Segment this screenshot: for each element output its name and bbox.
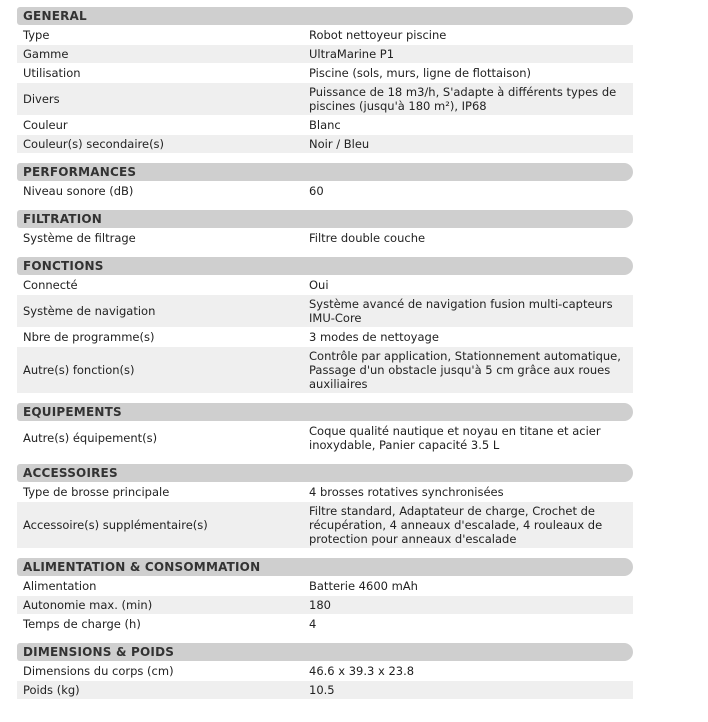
spec-label: Poids (kg) [23,683,80,697]
spec-label: Temps de charge (h) [23,617,141,631]
spec-row [17,662,633,680]
spec-label: Système de filtrage [23,231,136,245]
spec-row [17,26,633,44]
spec-label: Utilisation [23,66,81,80]
spec-row [17,577,633,595]
section-header: ACCESSOIRES [17,464,633,482]
spec-label: Type de brosse principale [23,485,170,499]
spec-row [17,229,633,247]
spec-value: Système avancé de navigation fusion multi-capteurs IMU-Core [309,297,613,325]
spec-value: Robot nettoyeur piscine [309,28,447,42]
spec-label: Couleur(s) secondaire(s) [23,137,165,151]
spec-label: Connecté [23,278,78,292]
spec-section [17,7,633,153]
section-header: FONCTIONS [17,257,633,275]
spec-row [17,83,633,115]
section-header: ALIMENTATION & CONSOMMATION [17,558,633,576]
spec-row [17,182,633,200]
spec-row [17,681,633,699]
spec-value: Contrôle par application, Stationnement automatique, Passage d'un obstacle jusqu'à 5 cm grâce aux roues auxiliaires [309,349,621,391]
spec-label: Nbre de programme(s) [23,330,155,344]
spec-section [17,464,633,548]
section-header: DIMENSIONS & POIDS [17,643,633,661]
spec-value: 4 brosses rotatives synchronisées [309,485,504,499]
spec-value: Oui [309,278,329,292]
spec-value: Filtre double couche [309,231,426,245]
spec-label: Couleur [23,118,68,132]
spec-label: Gamme [23,47,69,61]
spec-value: Batterie 4600 mAh [309,579,418,593]
spec-row [17,422,633,454]
spec-row [17,116,633,134]
spec-row [17,347,633,393]
spec-label: Accessoire(s) supplémentaire(s) [23,518,208,532]
spec-label: Système de navigation [23,304,156,318]
spec-section [17,403,633,454]
spec-row [17,328,633,346]
section-header: EQUIPEMENTS [17,403,633,421]
section-header: GENERAL [17,7,633,25]
spec-value: Blanc [309,118,341,132]
spec-value: 4 [309,617,317,631]
spec-value: 3 modes de nettoyage [309,330,439,344]
spec-row [17,615,633,633]
spec-value: Noir / Bleu [309,137,370,151]
spec-value: UltraMarine P1 [309,47,395,61]
section-header: PERFORMANCES [17,163,633,181]
spec-section [17,643,633,699]
spec-label: Dimensions du corps (cm) [23,664,174,678]
spec-label: Alimentation [23,579,97,593]
spec-row [17,483,633,501]
spec-section [17,210,633,247]
spec-section [17,558,633,633]
spec-row [17,596,633,614]
section-header: FILTRATION [17,210,633,228]
spec-section [17,163,633,200]
spec-label: Autre(s) équipement(s) [23,431,158,445]
spec-section [17,257,633,393]
spec-value: 46.6 x 39.3 x 23.8 [309,664,415,678]
spec-row [17,64,633,82]
spec-label: Niveau sonore (dB) [23,184,134,198]
spec-row [17,295,633,327]
spec-row [17,45,633,63]
spec-value: 180 [309,598,331,612]
spec-value: Puissance de 18 m3/h, S'adapte à différents types de piscines (jusqu'à 180 m²), IP68 [309,85,617,113]
spec-label: Autonomie max. (min) [23,598,153,612]
spec-row [17,276,633,294]
spec-value: 60 [309,184,324,198]
spec-label: Type [23,28,50,42]
spec-table [17,7,633,709]
spec-value: 10.5 [309,683,335,697]
spec-value: Filtre standard, Adaptateur de charge, Crochet de récupération, 4 anneaux d'escalade, 4 rouleaux de protection pour anneaux d'escalade [309,504,603,546]
spec-row [17,135,633,153]
spec-label: Divers [23,92,60,106]
spec-row [17,502,633,548]
spec-value: Piscine (sols, murs, ligne de flottaison) [309,66,532,80]
spec-value: Coque qualité nautique et noyau en titane et acier inoxydable, Panier capacité 3.5 L [309,424,601,452]
spec-label: Autre(s) fonction(s) [23,363,135,377]
